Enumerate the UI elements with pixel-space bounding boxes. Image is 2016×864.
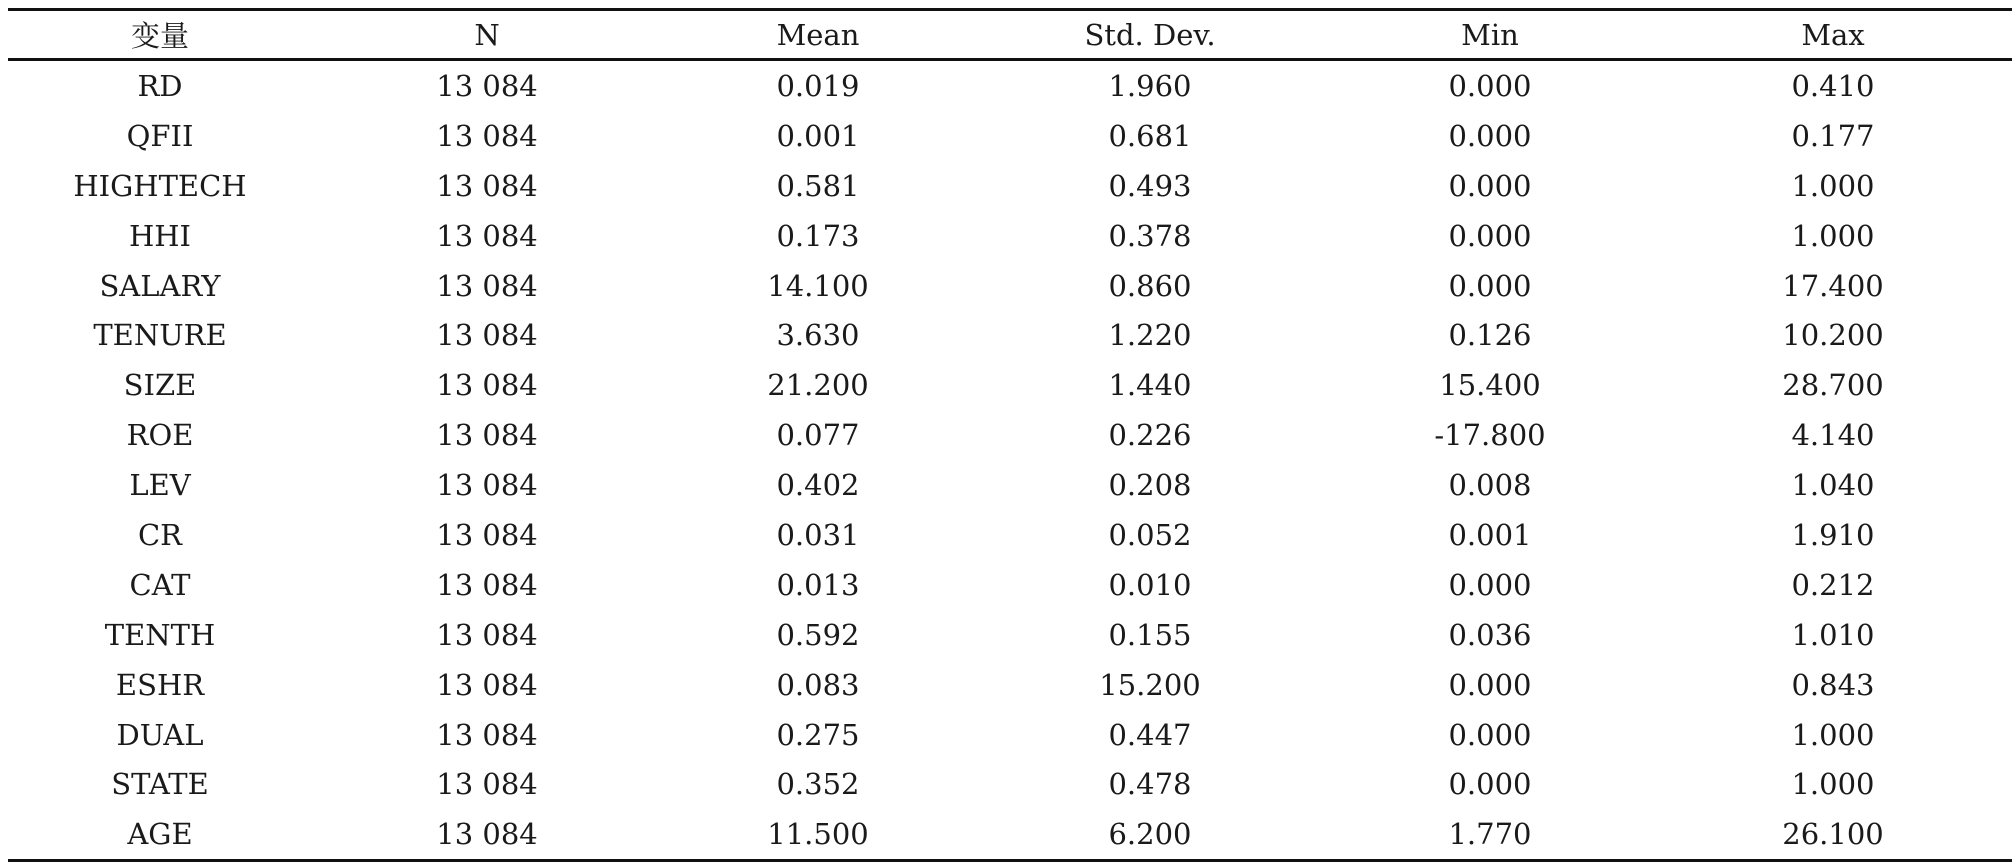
n-cell: 13 084 <box>436 517 538 552</box>
std-dev-cell: 15.200 <box>1099 667 1201 702</box>
table-row <box>8 161 2012 211</box>
std-dev-cell: 0.052 <box>1108 517 1192 552</box>
min-cell: 0.008 <box>1448 468 1532 503</box>
min-cell: 0.000 <box>1448 118 1532 153</box>
max-cell: 1.000 <box>1791 717 1875 752</box>
table-row <box>8 610 2012 660</box>
variable-cell: TENURE <box>93 318 227 353</box>
std-dev-cell: 6.200 <box>1108 817 1192 852</box>
variable-cell: STATE <box>111 767 209 802</box>
n-cell: 13 084 <box>436 318 538 353</box>
mean-cell: 0.275 <box>776 717 860 752</box>
min-cell: 0.000 <box>1448 667 1532 702</box>
mean-cell: 0.581 <box>776 168 860 203</box>
min-cell: 0.000 <box>1448 268 1532 303</box>
variable-cell: ESHR <box>115 667 205 702</box>
mean-cell: 0.083 <box>776 667 860 702</box>
max-cell: 0.177 <box>1791 118 1875 153</box>
header-min: Min <box>1461 17 1519 52</box>
table-row <box>8 60 2012 111</box>
mean-cell: 11.500 <box>767 817 869 852</box>
table-header-row <box>8 10 2012 60</box>
min-cell: 0.000 <box>1448 767 1532 802</box>
max-cell: 26.100 <box>1782 817 1884 852</box>
n-cell: 13 084 <box>436 168 538 203</box>
min-cell: 0.000 <box>1448 717 1532 752</box>
variable-cell: CAT <box>129 567 191 602</box>
mean-cell: 0.592 <box>776 617 860 652</box>
variable-cell: QFII <box>126 118 194 153</box>
mean-cell: 0.402 <box>776 468 860 503</box>
header-mean: Mean <box>776 17 860 52</box>
max-cell: 1.010 <box>1791 617 1875 652</box>
mean-cell: 0.352 <box>776 767 860 802</box>
min-cell: 0.126 <box>1448 318 1532 353</box>
header-std-dev: Std. Dev. <box>1084 17 1216 52</box>
variable-cell: CR <box>137 517 183 552</box>
std-dev-cell: 1.960 <box>1108 68 1192 103</box>
n-cell: 13 084 <box>436 717 538 752</box>
table-row <box>8 710 2012 760</box>
table-row <box>8 510 2012 560</box>
n-cell: 13 084 <box>436 368 538 403</box>
max-cell: 1.000 <box>1791 218 1875 253</box>
min-cell: 0.000 <box>1448 218 1532 253</box>
std-dev-cell: 0.155 <box>1108 617 1192 652</box>
max-cell: 1.000 <box>1791 168 1875 203</box>
table-row <box>8 759 2012 809</box>
variable-cell: AGE <box>127 817 193 852</box>
header-n: N <box>474 17 500 52</box>
min-cell: 1.770 <box>1448 817 1532 852</box>
mean-cell: 0.077 <box>776 418 860 453</box>
min-cell: 15.400 <box>1439 368 1541 403</box>
mean-cell: 3.630 <box>776 318 860 353</box>
n-cell: 13 084 <box>436 418 538 453</box>
mean-cell: 0.013 <box>776 567 860 602</box>
max-cell: 0.410 <box>1791 68 1875 103</box>
n-cell: 13 084 <box>436 218 538 253</box>
variable-cell: LEV <box>129 468 191 503</box>
table-row <box>8 410 2012 460</box>
table-row <box>8 261 2012 311</box>
table-body <box>8 60 2012 861</box>
max-cell: 0.843 <box>1791 667 1875 702</box>
min-cell: 0.000 <box>1448 168 1532 203</box>
std-dev-cell: 0.860 <box>1108 268 1192 303</box>
n-cell: 13 084 <box>436 667 538 702</box>
std-dev-cell: 0.681 <box>1108 118 1192 153</box>
n-cell: 13 084 <box>436 567 538 602</box>
max-cell: 0.212 <box>1791 567 1875 602</box>
variable-cell: HIGHTECH <box>73 168 247 203</box>
min-cell: 0.036 <box>1448 617 1532 652</box>
table-row <box>8 560 2012 610</box>
variable-cell: RD <box>137 68 183 103</box>
std-dev-cell: 0.478 <box>1108 767 1192 802</box>
header-variable: 变量 <box>130 19 189 53</box>
header-max: Max <box>1801 17 1865 52</box>
mean-cell: 0.031 <box>776 517 860 552</box>
n-cell: 13 084 <box>436 68 538 103</box>
mean-cell: 14.100 <box>767 268 869 303</box>
n-cell: 13 084 <box>436 118 538 153</box>
mean-cell: 0.173 <box>776 218 860 253</box>
variable-cell: TENTH <box>104 617 216 652</box>
table-row <box>8 111 2012 161</box>
n-cell: 13 084 <box>436 468 538 503</box>
descriptive-statistics-table-container <box>8 8 2012 862</box>
std-dev-cell: 1.220 <box>1108 318 1192 353</box>
max-cell: 10.200 <box>1782 318 1884 353</box>
std-dev-cell: 0.378 <box>1108 218 1192 253</box>
table-row <box>8 310 2012 360</box>
max-cell: 28.700 <box>1782 368 1884 403</box>
table-row <box>8 809 2012 860</box>
mean-cell: 0.001 <box>776 118 860 153</box>
std-dev-cell: 0.010 <box>1108 567 1192 602</box>
std-dev-cell: 0.208 <box>1108 468 1192 503</box>
mean-cell: 0.019 <box>776 68 860 103</box>
table-row <box>8 660 2012 710</box>
max-cell: 4.140 <box>1791 418 1875 453</box>
min-cell: 0.001 <box>1448 517 1532 552</box>
min-cell: -17.800 <box>1434 418 1546 453</box>
n-cell: 13 084 <box>436 617 538 652</box>
max-cell: 1.000 <box>1791 767 1875 802</box>
max-cell: 1.040 <box>1791 468 1875 503</box>
min-cell: 0.000 <box>1448 68 1532 103</box>
std-dev-cell: 0.226 <box>1108 418 1192 453</box>
n-cell: 13 084 <box>436 817 538 852</box>
std-dev-cell: 0.447 <box>1108 717 1192 752</box>
variable-cell: HHI <box>128 218 192 253</box>
max-cell: 1.910 <box>1791 517 1875 552</box>
variable-cell: SALARY <box>99 268 221 303</box>
table-row <box>8 211 2012 261</box>
descriptive-statistics-table <box>8 8 2012 862</box>
n-cell: 13 084 <box>436 767 538 802</box>
table-row <box>8 460 2012 510</box>
max-cell: 17.400 <box>1782 268 1884 303</box>
mean-cell: 21.200 <box>767 368 869 403</box>
variable-cell: SIZE <box>123 368 197 403</box>
variable-cell: ROE <box>126 418 194 453</box>
min-cell: 0.000 <box>1448 567 1532 602</box>
table-row <box>8 360 2012 410</box>
std-dev-cell: 1.440 <box>1108 368 1192 403</box>
variable-cell: DUAL <box>116 717 204 752</box>
n-cell: 13 084 <box>436 268 538 303</box>
std-dev-cell: 0.493 <box>1108 168 1192 203</box>
